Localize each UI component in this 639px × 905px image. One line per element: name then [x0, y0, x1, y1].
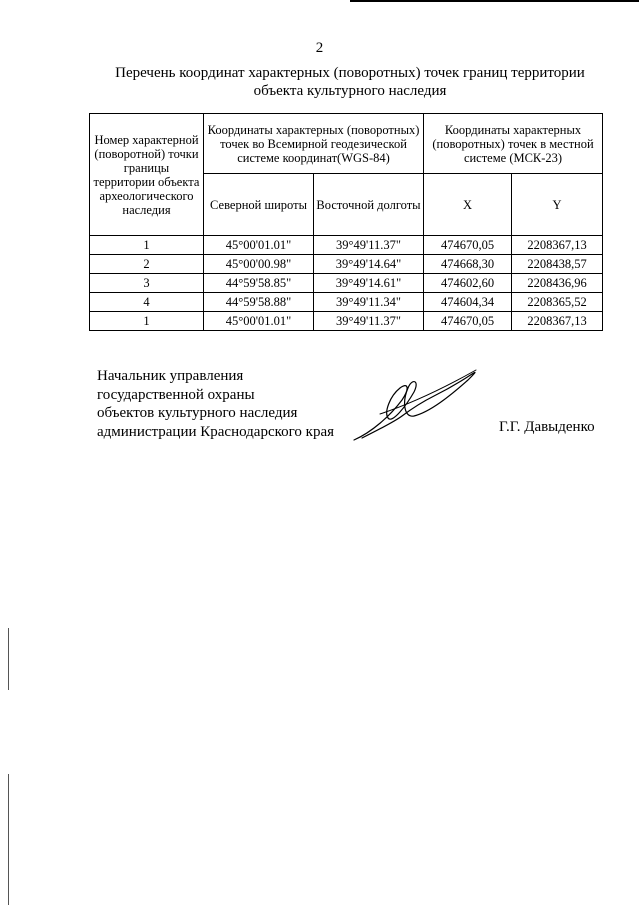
header-local-system: Координаты характерных (поворотных) точек в местной системе (МСК-23): [424, 114, 603, 174]
document-title-line-1: Перечень координат характерных (поворотных) точек границ территории: [115, 65, 585, 81]
signatory-title-line: Начальник управления: [97, 368, 244, 384]
header-north-latitude: Северной широты: [204, 174, 314, 236]
cell-point-number: 3: [90, 274, 204, 293]
cell-x: 474602,60: [424, 274, 512, 293]
coordinates-table: [89, 113, 603, 331]
cell-longitude: 39°49'11.34": [314, 293, 424, 312]
table-row: [90, 255, 603, 274]
table-row: [90, 293, 603, 312]
document-title: [60, 64, 639, 100]
handwritten-signature: [350, 366, 480, 448]
cell-longitude: 39°49'11.37": [314, 312, 424, 331]
cell-x: 474604,34: [424, 293, 512, 312]
header-wgs84: Координаты характерных (поворотных) точек во Всемирной геодезической системе координат(WGS-84): [204, 114, 424, 174]
header-x: X: [424, 174, 512, 236]
page-number: 2: [315, 40, 324, 56]
scan-margin-line: [8, 628, 9, 690]
table-header-row: [90, 114, 603, 174]
cell-longitude: 39°49'14.64": [314, 255, 424, 274]
header-point-number: Номер характерной (поворотной) точки границы территории объекта археологического наследия: [90, 114, 204, 236]
cell-latitude: 44°59'58.88": [204, 293, 314, 312]
cell-y: 2208367,13: [512, 312, 603, 331]
document-title-line-2: объекта культурного наследия: [253, 83, 447, 99]
cell-y: 2208436,96: [512, 274, 603, 293]
signatory-title-line: объектов культурного наследия: [97, 405, 298, 421]
cell-y: 2208438,57: [512, 255, 603, 274]
header-y: Y: [512, 174, 603, 236]
cell-point-number: 2: [90, 255, 204, 274]
cell-latitude: 45°00'01.01": [204, 312, 314, 331]
cell-y: 2208365,52: [512, 293, 603, 312]
cell-latitude: 44°59'58.85": [204, 274, 314, 293]
cell-x: 474670,05: [424, 312, 512, 331]
table-row: [90, 236, 603, 255]
signatory-title: [97, 367, 334, 441]
cell-point-number: 1: [90, 236, 204, 255]
table-row: [90, 312, 603, 331]
cell-point-number: 1: [90, 312, 204, 331]
signatory-title-line: государственной охраны: [97, 386, 255, 403]
signature-stroke: [380, 370, 476, 414]
table-row: [90, 274, 603, 293]
signatory-name: Г.Г. Давыденко: [499, 419, 595, 435]
cell-point-number: 4: [90, 293, 204, 312]
signature-stroke: [354, 372, 475, 440]
signatory-title-line: администрации Краснодарского края: [97, 423, 335, 440]
header-east-longitude: Восточной долготы: [314, 174, 424, 236]
cell-x: 474668,30: [424, 255, 512, 274]
cell-latitude: 45°00'01.01": [204, 236, 314, 255]
cell-latitude: 45°00'00.98": [204, 255, 314, 274]
scan-margin-line: [8, 774, 9, 905]
cell-longitude: 39°49'11.37": [314, 236, 424, 255]
cell-x: 474670,05: [424, 236, 512, 255]
cell-y: 2208367,13: [512, 236, 603, 255]
cell-longitude: 39°49'14.61": [314, 274, 424, 293]
top-border-line: [350, 0, 639, 2]
